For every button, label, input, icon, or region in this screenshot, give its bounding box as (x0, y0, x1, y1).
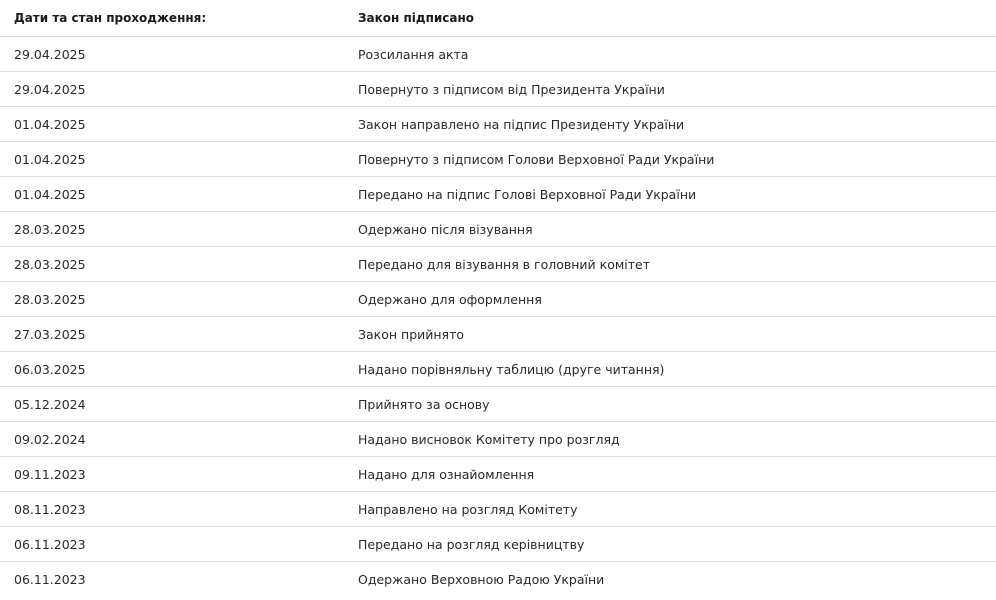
row-status: Закон направлено на підпис Президенту України (356, 107, 996, 142)
row-date: 09.11.2023 (0, 457, 356, 492)
row-date: 28.03.2025 (0, 282, 356, 317)
row-date: 06.11.2023 (14, 571, 86, 587)
table-row (0, 457, 996, 492)
row-date: 09.02.2024 (0, 422, 356, 457)
table-row (0, 247, 996, 282)
status-column-header: Закон підписано (356, 0, 996, 37)
row-status: Одержано для оформлення (356, 282, 996, 317)
row-date: 27.03.2025 (0, 317, 356, 352)
table-row (0, 422, 996, 457)
row-status: Закон прийнято (356, 317, 996, 352)
row-status: Одержано після візування (356, 212, 996, 247)
row-status: Направлено на розгляд Комітету (356, 492, 996, 527)
table-row (0, 527, 996, 562)
table-header-row (0, 0, 996, 37)
table-row (0, 317, 996, 352)
row-status: Повернуто з підписом Голови Верховної Ради України (356, 142, 996, 177)
row-date: 06.03.2025 (0, 352, 356, 387)
row-date: 06.11.2023 (0, 527, 356, 562)
table-row (0, 107, 996, 142)
table-row (0, 142, 996, 177)
row-status: Передано на розгляд керівництву (356, 527, 996, 562)
table-row (0, 282, 996, 317)
row-status: Прийнято за основу (356, 387, 996, 422)
row-date: 29.04.2025 (0, 72, 356, 107)
table-row (0, 562, 996, 597)
table-row (0, 352, 996, 387)
table-row (0, 37, 996, 72)
row-status: Надано висновок Комітету про розгляд (356, 422, 996, 457)
table-row (0, 212, 996, 247)
row-date: 01.04.2025 (0, 177, 356, 212)
row-date: 08.11.2023 (0, 492, 356, 527)
row-date: 28.03.2025 (0, 212, 356, 247)
row-date: 05.12.2024 (0, 387, 356, 422)
row-date: 29.04.2025 (0, 37, 356, 72)
row-date: 28.03.2025 (0, 247, 356, 282)
table-row (0, 177, 996, 212)
row-status: Надано порівняльну таблицю (друге читання) (356, 352, 996, 387)
row-status: Надано для ознайомлення (356, 457, 996, 492)
row-status: Передано для візування в головний комітет (356, 247, 996, 282)
date-column-header: Дати та стан проходження: (0, 0, 356, 37)
row-status: Передано на підпис Голові Верховної Ради України (356, 177, 996, 212)
row-date: 01.04.2025 (0, 142, 356, 177)
table-row (0, 387, 996, 422)
table-row (0, 72, 996, 107)
row-status: Розсилання акта (356, 37, 996, 72)
table-body (0, 37, 996, 597)
row-date: 01.04.2025 (0, 107, 356, 142)
row-status: Одержано Верховною Радою України (358, 571, 605, 587)
row-status: Повернуто з підписом від Президента України (356, 72, 996, 107)
table-row (0, 492, 996, 527)
